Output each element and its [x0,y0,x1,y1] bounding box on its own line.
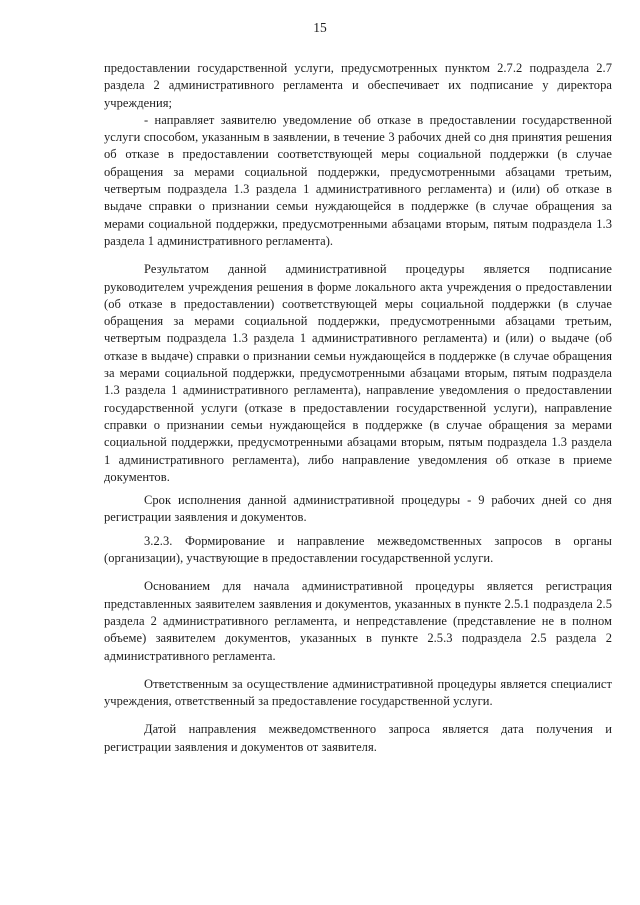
paragraph-responsible: Ответственным за осуществление административной процедуры является специалист учреждения, ответственный за предоставление государственной услуги. [104,676,612,709]
paragraph-continuation: предоставлении государственной услуги, предусмотренных пунктом 2.7.2 подраздела 2.7 раздела 2 административного регламента и обеспечивает их подписание у директора учреждения; [104,61,612,110]
paragraph-procedure-result: Результатом данной административной процедуры является подписание руководителем учреждения решения в форме локального акта учреждения о предоставлении (об отказе в предоставлении) соответствующей меры социальной поддержки (в случае обращения за мерами социальной поддержки, предусмотренными абзацами третьим, четвертым подраздела 1.3 раздела 1 административного регламента) и (или) о выдаче (об отказе в выдаче) справки о признании семьи нуждающейся в поддержке (в случае обращения за мерами социальной поддержки, предусмотренными абзацами вторым, пятым подраздела 1.3 раздела 1 административного регламента), направление уведомления о предоставлении государственной услуги (отказе в предоставлении государственной услуги), направление справки о признании семьи нуждающейся в поддержке (в случае обращения за мерами социальной поддержки, предусмотренными абзацами вторым, пятым подраздела 1.3 раздела 1 административного регламента), либо направление уведомления об отказе в приеме документов. [104,262,612,484]
paragraph-request-date: Датой направления межведомственного запроса является дата получения и регистрации заявления и документов от заявителя. [104,722,612,754]
paragraph-execution-term: Срок исполнения данной административной процедуры - 9 рабочих дней со дня регистрации заявления и документов. [104,493,612,525]
paragraph-refusal-notice: - направляет заявителю уведомление об отказе в предоставлении государственной услуги способом, указанным в заявлении, в течение 3 рабочих дней со дня принятия решения об отказе в предоставлении соответствующей меры социальной поддержки (в случае обращения за мерами социальной поддержки, предусмотренными абзацами третьим, четвертым подраздела 1.3 раздела 1 административного регламента) и (или) об отказе в выдаче справки о признании семьи нуждающейся в поддержке (в случае обращения за мерами социальной поддержки, предусмотренными абзацами вторым, пятым подраздела 1.3 раздела 1 административного регламента). [104,112,612,248]
page-number: 15 [313,20,327,35]
document-body [104,60,612,756]
paragraph-grounds: Основанием для начала административной процедуры является регистрация представленных заявителем заявления и документов, указанных в пункте 2.5.1 подраздела 2.5 раздела 2 административного регламента, и непредставление (представление не в полном объеме) заявителем документов, указанных в пункте 2.5.3 подраздела 2.5 раздела 2 административного регламента. [104,579,612,663]
paragraph-section-3-2-3: 3.2.3. Формирование и направление межведомственных запросов в органы (организации), участвующие в предоставлении государственной услуги. [104,533,612,566]
